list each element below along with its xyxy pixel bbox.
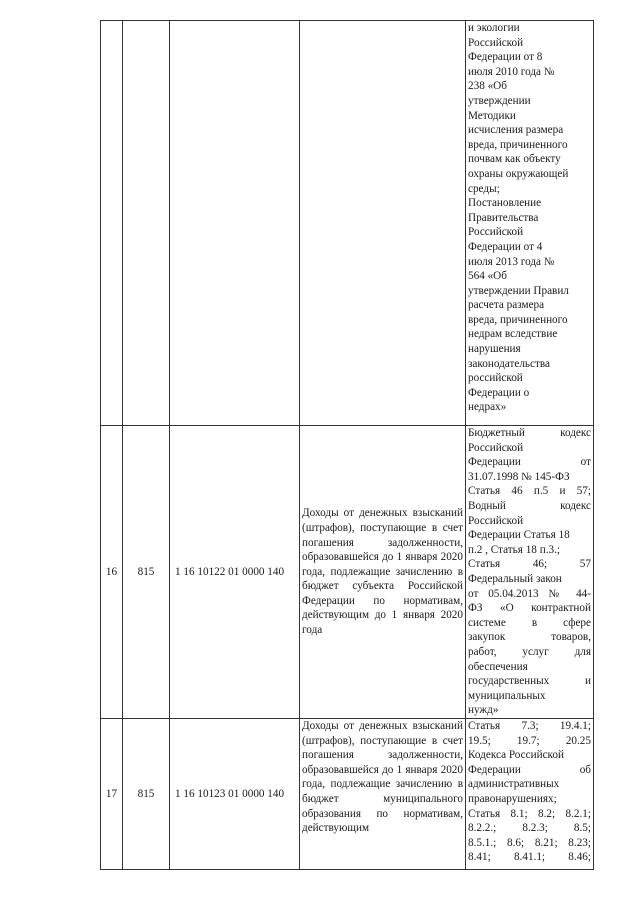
law-line: Федерации от 8 — [468, 51, 543, 64]
law-line: Федеральный закон — [468, 572, 562, 585]
law-line: правонарушениях; — [468, 792, 557, 805]
budget-code-cell: 1 16 10122 01 0000 140 — [170, 426, 300, 719]
law-line: Бюджетный кодекс — [468, 427, 591, 439]
law-line: Федерации Статья 18 — [468, 529, 570, 542]
law-line: Российской — [468, 226, 524, 239]
description-cell: Доходы от денежных взысканий (штрафов), поступающие в счет погашения задолженности, образовавшейся до 1 января 2020 года, подлежащие зачислению в бюджет субъекта Российской Федерации по нормативам, действующим до 1 января 2020 года — [300, 426, 466, 719]
law-line: Российской — [468, 441, 524, 454]
law-line: 31.07.1998 № 145-ФЗ — [468, 470, 570, 483]
law-line: Российской — [468, 36, 524, 49]
law-line: нарушения — [468, 343, 521, 356]
law-line: административных — [468, 778, 560, 791]
law-line: Статья 46 п.5 и 57; — [468, 485, 591, 498]
legal-basis-cell — [466, 21, 594, 426]
law-line: Статья 7.3; 19.4.1; — [468, 720, 591, 732]
law-line: июля 2010 года № — [468, 65, 555, 78]
law-line: почвам как объекту — [468, 153, 561, 166]
law-line: Федерации о — [468, 386, 530, 399]
law-line: июля 2013 года № — [468, 255, 555, 268]
law-line: 564 «Об — [468, 270, 507, 283]
law-line: 238 «Об — [468, 80, 507, 93]
budget-code-cell — [170, 21, 300, 426]
legal-basis-cell — [466, 719, 594, 870]
law-line: Федерации от — [468, 456, 591, 469]
law-line: утверждении — [468, 94, 531, 107]
law-line: 19.5; 19.7; 20.25 — [468, 734, 591, 747]
row-number-cell: 17 — [101, 719, 123, 870]
row-number-cell: 16 — [101, 426, 123, 719]
law-line: недрах» — [468, 401, 507, 414]
law-line: п.2 , Статья 18 п.3.; — [468, 543, 560, 556]
law-line: Федерации об — [468, 763, 591, 776]
description-text: Доходы от денежных взысканий (штрафов), поступающие в счет погашения задолженности, образовавшейся до 1 января 2020 года, подлежащие зачислению в бюджет муниципального образования по нормативам, действующим — [302, 720, 463, 835]
law-line: Статья 8.1; 8.2; 8.2.1; — [468, 807, 591, 820]
law-line: работ, услуг для — [468, 645, 591, 658]
law-line: муниципальных — [468, 689, 546, 702]
law-line: расчета размера — [468, 299, 545, 312]
law-line: ФЗ «О контрактной — [468, 602, 591, 615]
law-line: 8.5.1.; 8.6; 8.21; 8.23; — [468, 836, 591, 849]
law-line: охраны окружающей — [468, 167, 569, 180]
description-cell — [300, 719, 466, 870]
law-line: от 05.04.2013 № 44- — [468, 587, 591, 600]
law-line: Федерации от 4 — [468, 240, 543, 253]
law-line: исчисления размера — [468, 124, 564, 137]
law-line: Методики — [468, 109, 516, 122]
law-line: системе в сфере — [468, 616, 591, 629]
law-line: нужд» — [468, 704, 499, 717]
law-line: закупок товаров, — [468, 631, 591, 644]
law-line: Постановление — [468, 197, 542, 210]
table-row — [101, 21, 594, 426]
table-row — [101, 719, 594, 870]
law-line: среды; — [468, 182, 500, 195]
law-line: российской — [468, 372, 523, 385]
law-line: вреда, причиненного — [468, 138, 568, 151]
law-line: вреда, причиненного — [468, 313, 568, 326]
law-line: Кодекса Российской — [468, 749, 564, 762]
revenue-codes-table — [100, 20, 594, 870]
admin-code-cell — [123, 21, 170, 426]
row-number-cell — [101, 21, 123, 426]
budget-code-cell: 1 16 10123 01 0000 140 — [170, 719, 300, 870]
table-row — [101, 426, 594, 719]
admin-code-cell: 815 — [123, 426, 170, 719]
law-line: законодательства — [468, 357, 550, 370]
law-line: недрам вследствие — [468, 328, 558, 341]
law-line: Правительства — [468, 211, 539, 224]
description-cell — [300, 21, 466, 426]
law-line: Водный кодекс — [468, 499, 591, 512]
law-line: Российской — [468, 514, 524, 527]
law-line: 8.2.2.; 8.2.3; 8.5; — [468, 822, 591, 835]
law-line: государственных и — [468, 675, 591, 688]
law-line: утверждении Правил — [468, 284, 569, 297]
law-line: и экологии — [468, 22, 520, 34]
law-line: обеспечения — [468, 660, 528, 673]
legal-basis-cell — [466, 426, 594, 719]
admin-code-cell: 815 — [123, 719, 170, 870]
law-line: Статья 46; 57 — [468, 558, 591, 571]
law-line: 8.41; 8.41.1; 8.46; — [468, 851, 591, 864]
